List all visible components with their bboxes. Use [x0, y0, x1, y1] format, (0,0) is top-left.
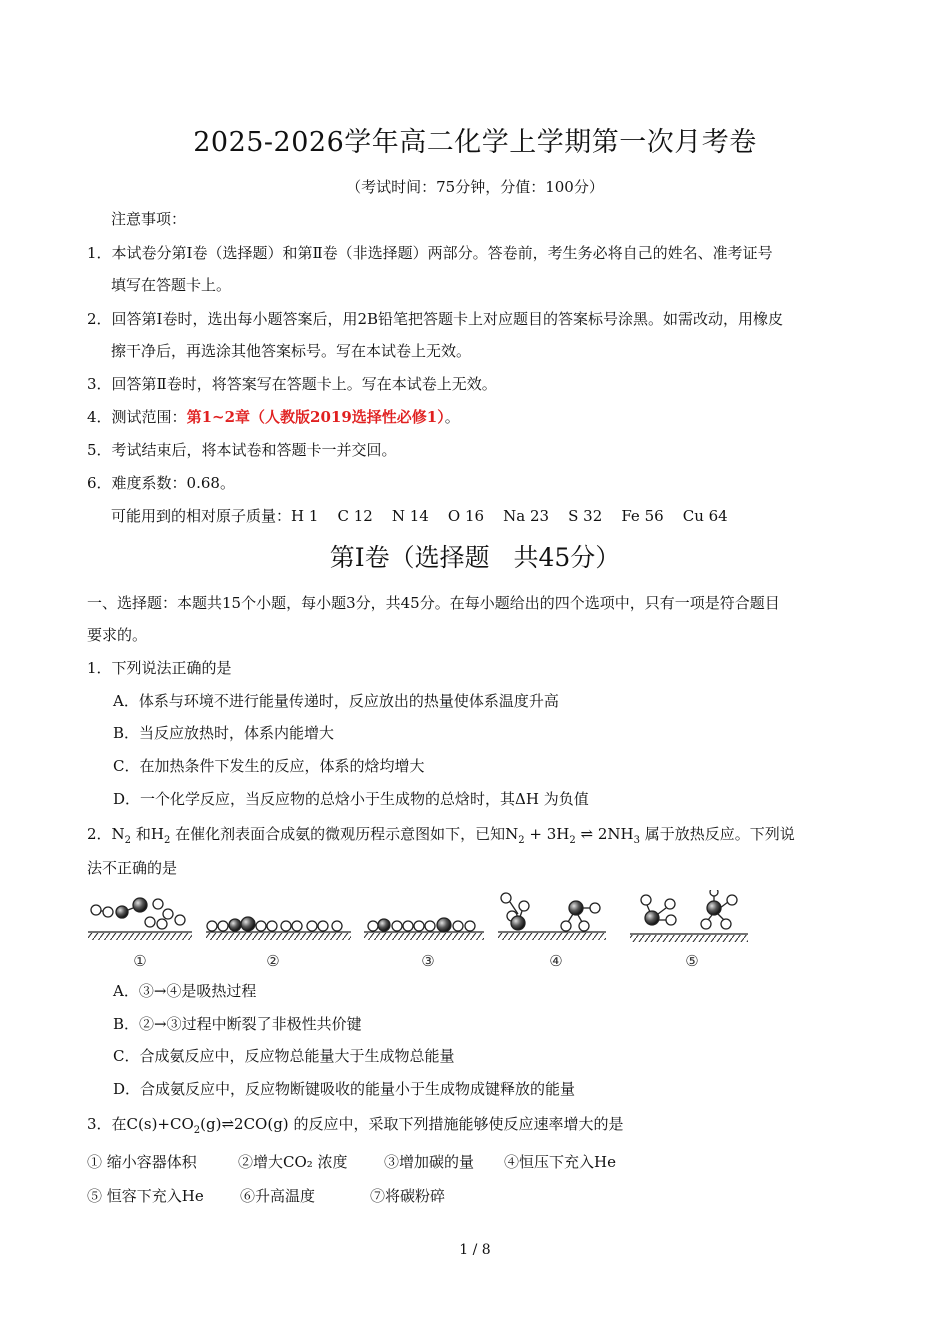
notice-item-cont: 擦干净后，再选涂其他答案标号。写在本试卷上无效。	[111, 342, 472, 360]
item-number: 5．	[87, 441, 112, 459]
ammonia-synthesis-diagram	[88, 890, 758, 970]
q3-measure: ⑤ 恒容下充入He	[87, 1187, 204, 1205]
q1-option-b: B．当反应放热时，体系内能增大	[113, 724, 335, 742]
item-text: 测试范围：	[111, 408, 187, 426]
q1-option-d: D．一个化学反应，当反应物的总焓小于生成物的总焓时，其ΔH 为负值	[113, 790, 589, 808]
q3-measure: ④恒压下充入He	[504, 1153, 616, 1171]
item-text: 本试卷分第Ⅰ卷（选择题）和第Ⅱ卷（非选择题）两部分。答卷前，考生务必将自己的姓名、准考证号	[111, 244, 773, 262]
q2-text: 和	[135, 825, 151, 843]
h2-formula: $H_2$	[150, 825, 171, 846]
item-number: 4．	[87, 408, 112, 426]
q3-text: 的反应中，采取下列措施能够使反应速率增大的是	[293, 1115, 624, 1133]
stage-label: ③	[421, 952, 435, 970]
stage-label: ①	[133, 952, 147, 970]
item-text: 难度系数：0.68。	[111, 474, 235, 492]
q3-measure: ②增大CO₂ 浓度	[238, 1153, 348, 1171]
notice-item	[87, 406, 460, 427]
stage-3	[364, 918, 484, 940]
notice-item	[87, 439, 397, 460]
q3-stem	[87, 1113, 623, 1136]
section-intro: 一、选择题：本题共15个小题，每小题3分，共45分。在每小题给出的四个选项中，只有一项是符合题目	[87, 594, 780, 612]
stage-label: ⑤	[685, 952, 699, 970]
atomic-mass-line: 可能用到的相对原子质量：H 1 C 12 N 14 O 16 Na 23 S 32 Fe 56 Cu 64	[111, 507, 728, 525]
item-text: 回答第Ⅱ卷时，将答案写在答题卡上。写在本试卷上无效。	[111, 375, 497, 393]
item-text: 回答第Ⅰ卷时，选出每小题答案后，用2B铅笔把答题卡上对应题目的答案标号涂黑。如需改动，用橡皮	[111, 310, 784, 328]
item-number: 1．	[87, 244, 112, 262]
notice-item	[87, 373, 497, 394]
stage-label: ④	[549, 952, 563, 970]
q1-stem: 1．下列说法正确的是	[87, 659, 232, 677]
stage-5	[630, 890, 748, 942]
exam-subtitle: （考试时间：75分钟，分值：100分）	[346, 178, 604, 196]
q3-measure: ③增加碳的量	[384, 1153, 475, 1171]
item-number: 6．	[87, 474, 112, 492]
q1-option-a: A．体系与环境不进行能量传递时，反应放出的热量使体系温度升高	[113, 692, 559, 710]
q3-measure: ① 缩小容器体积	[87, 1153, 197, 1171]
notice-item	[87, 472, 235, 493]
q2-option-c: C．合成氨反应中，反应物总能量大于生成物总能量	[113, 1047, 455, 1065]
q2-stem	[87, 823, 795, 846]
section-title: 第Ⅰ卷（选择题 共45分）	[329, 543, 621, 572]
stage-4	[498, 893, 606, 940]
page-number: 1 / 8	[459, 1242, 491, 1258]
notice-heading: 注意事项：	[111, 210, 187, 228]
exam-title: 2025-2026学年高二化学上学期第一次月考卷	[193, 127, 757, 158]
q3-measure: ⑥升高温度	[240, 1187, 316, 1205]
notice-item	[87, 242, 773, 263]
item-number: 3．	[87, 375, 112, 393]
notice-item-cont: 填写在答题卡上。	[111, 276, 232, 294]
q2-text: 属于放热反应。下列说	[644, 825, 795, 843]
item-number: 2．	[87, 310, 112, 328]
q3-equation: $C(s)+CO_2(g)\rightleftharpoons 2CO(g)$	[126, 1115, 289, 1136]
q2-number: 2．	[87, 825, 112, 843]
q3-number: 3．在	[87, 1115, 127, 1133]
q2-option-b: B．②→③过程中断裂了非极性共价键	[113, 1015, 362, 1033]
q2-option-a: A．③→④是吸热过程	[113, 982, 257, 1000]
stage-label: ②	[266, 952, 280, 970]
q2-stem-cont: 法不正确的是	[87, 859, 178, 877]
stage-1	[88, 898, 192, 940]
stage-2	[206, 917, 351, 940]
test-scope: 第1~2章（人教版2019选择性必修1）	[186, 408, 445, 426]
q2-option-d: D．合成氨反应中，反应物断键吸收的能量小于生成物成键释放的能量	[113, 1080, 576, 1098]
item-text: 。	[444, 408, 460, 426]
item-text: 考试结束后，将本试卷和答题卡一并交回。	[111, 441, 397, 459]
section-intro-cont: 要求的。	[87, 626, 148, 644]
q1-option-c: C．在加热条件下发生的反应，体系的焓均增大	[113, 757, 425, 775]
n2-formula: $N_2$	[111, 825, 132, 846]
q3-measure: ⑦将碳粉碎	[370, 1187, 446, 1205]
q2-text: 在催化剂表面合成氨的微观历程示意图如下，已知	[175, 825, 506, 843]
notice-item	[87, 308, 783, 329]
ammonia-equation: $N_2 + 3H_2$ ⇌ $2NH_3$	[505, 825, 640, 846]
